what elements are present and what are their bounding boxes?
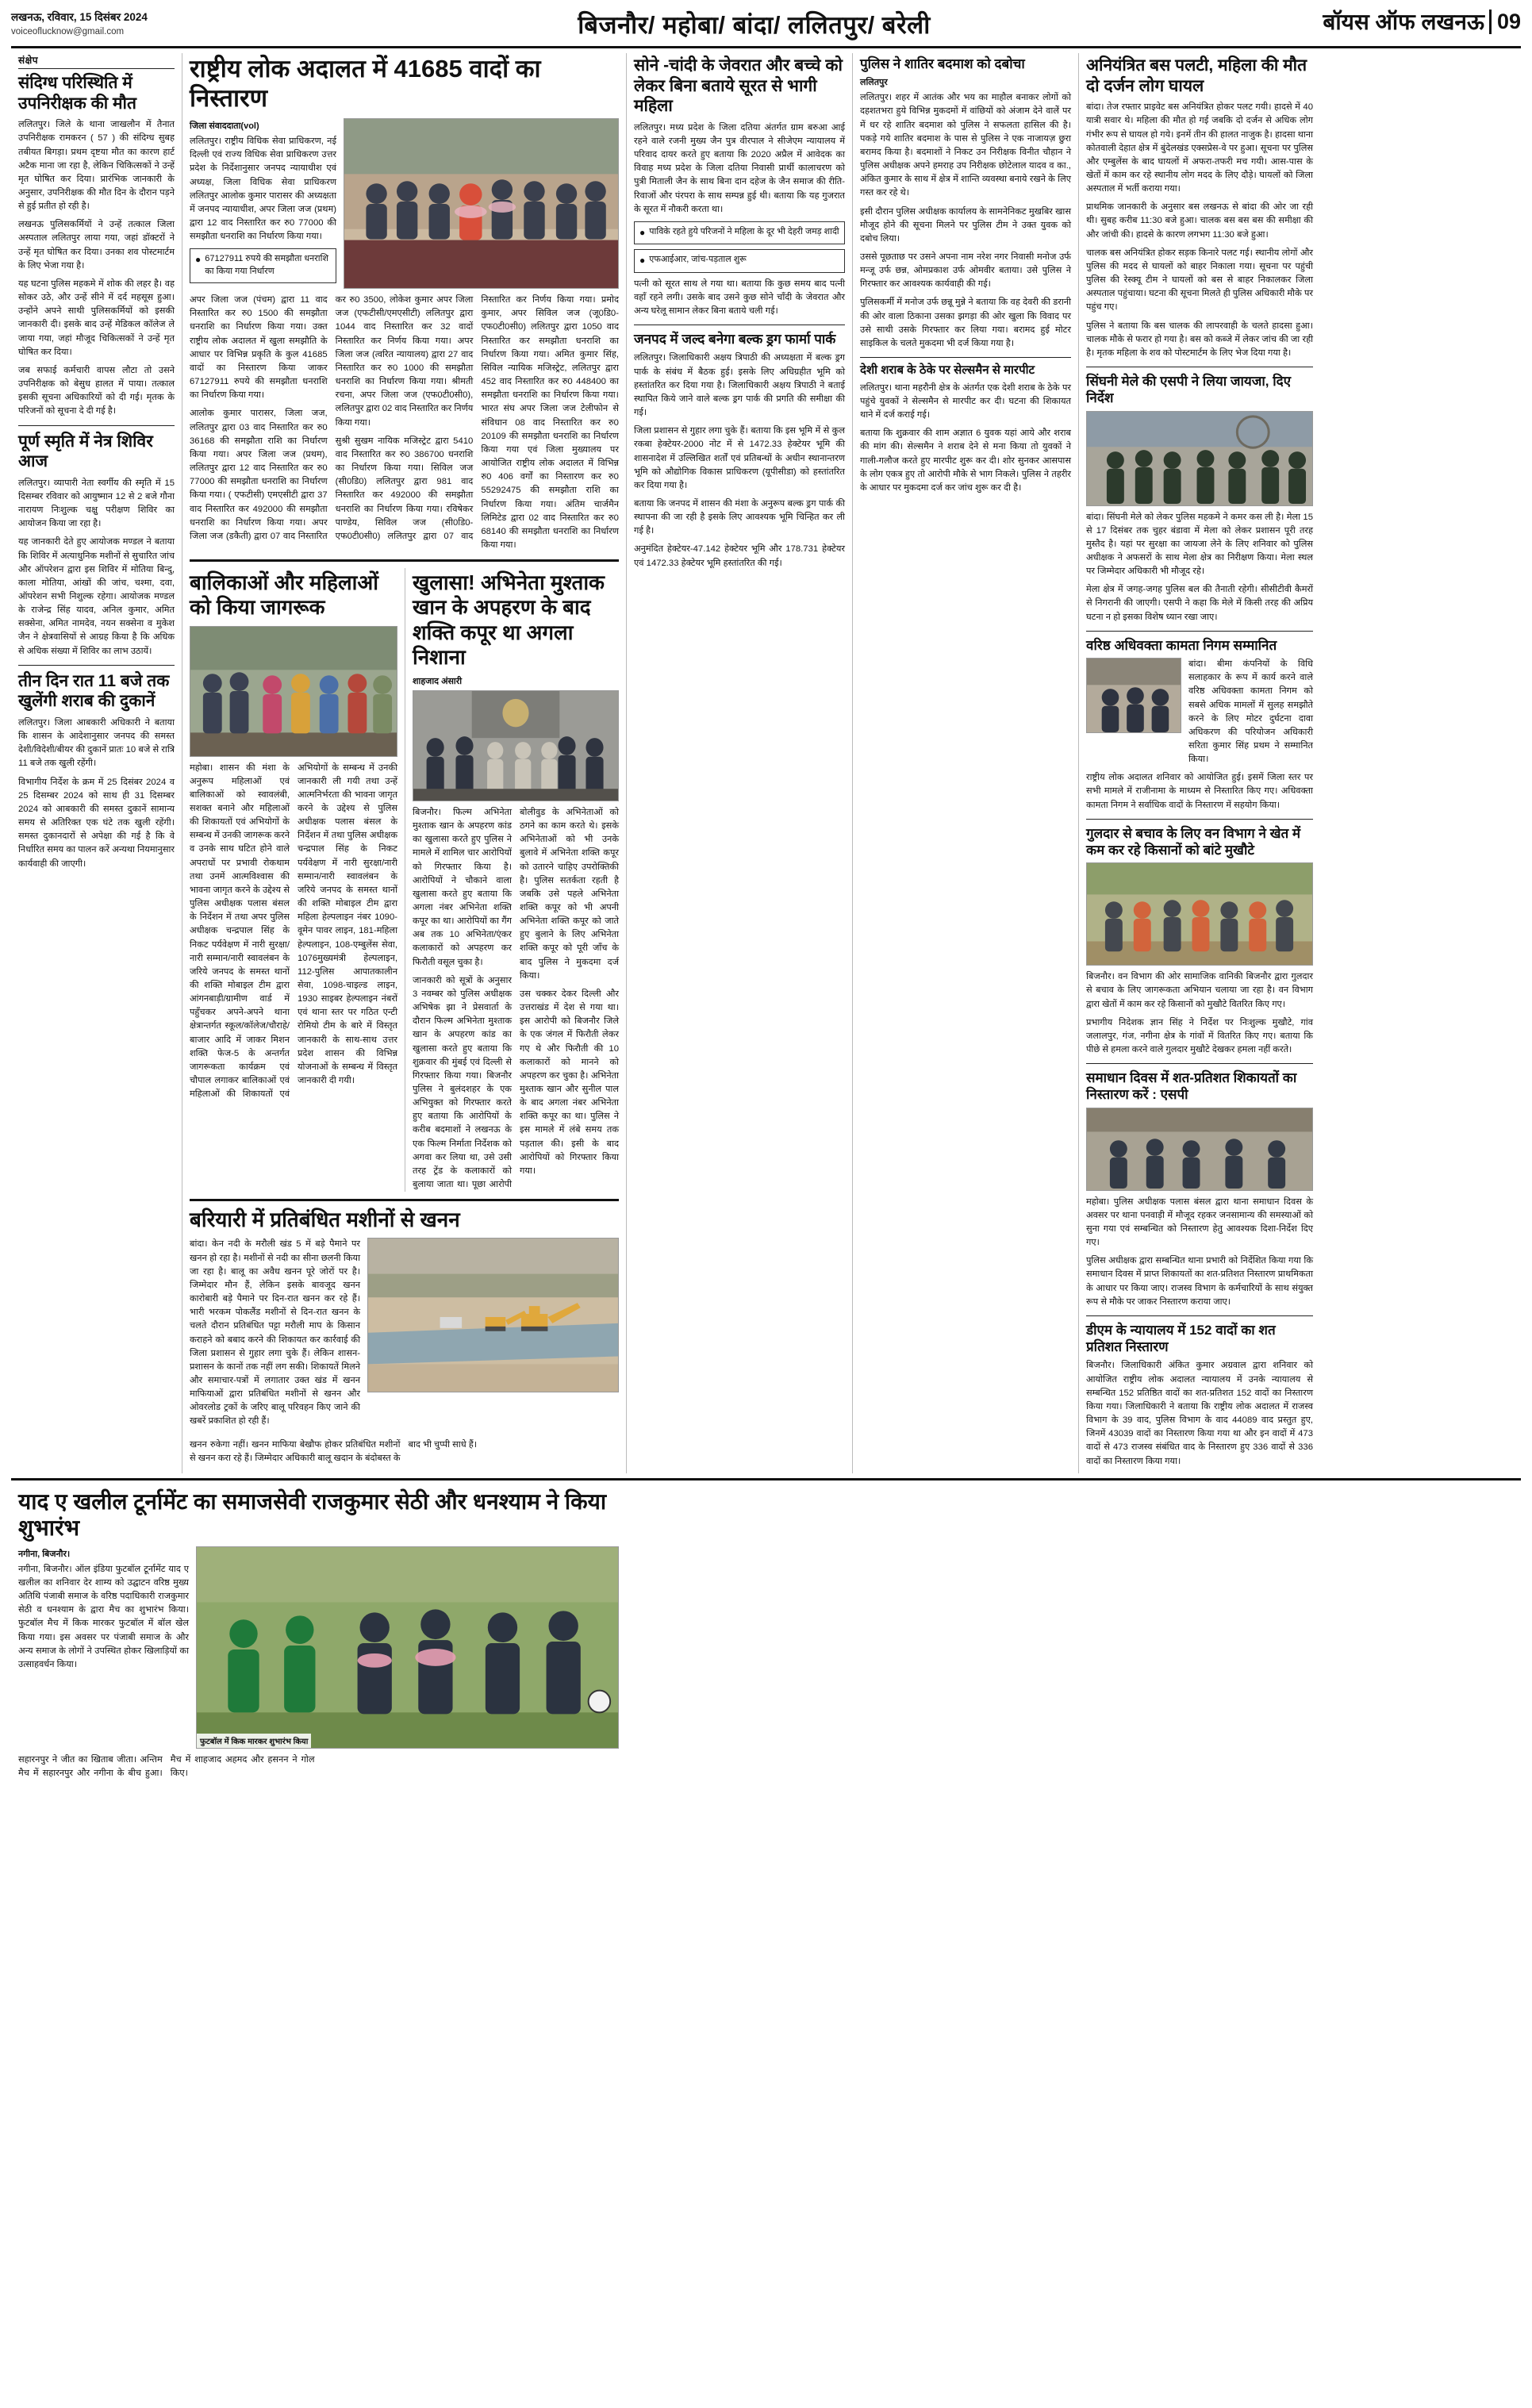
photo-lok-adalat-image [344, 119, 618, 288]
divider [1086, 631, 1313, 632]
masthead-left [11, 6, 249, 38]
inset-box [634, 221, 845, 244]
article-lok-adalat [190, 55, 619, 552]
article-football-tournament [18, 1488, 619, 1780]
divider [190, 559, 619, 562]
inset-text: एफआईआर, जांच-पड़ताल शुरू [649, 255, 747, 265]
section-kicker: संक्षेप [18, 53, 175, 69]
paragraph: अनुमंदित हेक्टेयर-47.142 हेक्टेयर भूमि और 178.731 हेक्टेयर एवं 1472.33 हेक्टेयर भूमि हस्तांतरित की गई। [634, 544, 845, 568]
inset-text: पाविके रहते हुये परिजनों ने महिला के दूर भी देहरी जमड़ शादी [649, 226, 839, 236]
paragraph: ललितपुर। राष्ट्रीय विधिक सेवा प्राधिकरण, नई दिल्ली एवं राज्य विधिक सेवा प्राधिकरण उत्तर प्रदेश के निर्देशानुसार जनपद न्यायाधीश एवं अध्यक्ष, जिला विधिक सेवा प्राधिकरण ललितपुर आलोक कुमार पारासर की अध्यक्षता में जनपद न्यायाधीश, अपर जिला जज (प्रथम) द्वारा 12 वाद निस्तारित कर रु0 77000 की समझौता धनराशि का निर्धारण किया गया। [190, 136, 336, 242]
paragraph: बिजनौर। वन विभाग की ओर सामाजिक वानिकी बिजनौर द्वारा गुलदार से बचाव के लिए जागरूकता अभियान चलाया जा रहा है। वन विभाग द्वारा खेतों में काम कर रहे किसानों को मुखौटे वितरित किए गए। [1086, 972, 1313, 1009]
photo-awareness [190, 626, 397, 757]
photo-mining-site [367, 1238, 619, 1392]
paragraph: बताया कि शुक्रवार की शाम अज्ञात 6 युवक यहां आये और शराब की मांग की। सेल्समैन ने शराब देने से मना किया तो युवकों ने गाली-गलौज करते हुए मारपीट शुरू कर दी। शोर सुनकर आसपास के लोग एकत्र हुए तो आरोपी मौके से भाग निकले। पुलिस ने तहरीर के आधार पर मुकदमा दर्ज कर जांच शुरू कर दी है। [860, 428, 1071, 493]
article-samadhan-diwas [1086, 1070, 1313, 1309]
headline: गुलदार से बचाव के लिए वन विभाग ने खेत में कम कर रहे किसानों को बांटे मुखौटे [1086, 825, 1301, 858]
photo-football [196, 1546, 619, 1749]
paragraph: नगीना, बिजनौर। ऑल इंडिया फुटबॉल टूर्नामेंट याद ए खलील का शनिवार देर शाम्य को उद्घाटन वरिष्ठ मुख्य अतिथि पंजाबी समाज के वरिष्ठ पदाधिकारी राजकुमार सेठी व धनश्याम के द्वारा मैच का शुभारंभ किया। फुटबॉल मैच में किक मारकर फुटबॉल में बॉल खेल किया गया। इस अवसर पर पंजाबी समाज के और अन्य समाज के लोगों ने उपस्थित होकर खिलाड़ियों का उत्साहवर्धन किया। [18, 1564, 189, 1669]
article-eye-camp [18, 432, 175, 659]
bullet-icon: ● [639, 255, 646, 267]
headline: सिंघनी मेले की एसपी ने लिया जायजा, दिए निर्देश [1086, 374, 1292, 406]
photo-fair-image [1087, 412, 1312, 505]
paragraph: जानकारी को सूत्रों के अनुसार 3 नवम्बर को पुलिस अधीक्षक अभिषेक झा ने प्रेसवार्ता के दौरान फिल्म अभिनेता मुश्ताक खान के अपहरण कांड का खुलासा करते हुए बताया कि शुक्रवार की मुंबई एवं दिल्ली से गिरफ्तार किया गया। बिजनौर पुलिस ने बुलंदशहर के एक अभियुक्त को गिरफ्तार करते हुए बताया कि आरोपियों के करीब बदमाशों ने लखनऊ के एक फिल्म निर्माता निर्देशक को अगवा कर लिया था, उसे उसी तरह ट्रेंड के कलाकारों को बुलाया जाता था। पूछा आरोपी बोलीवुड के अभिनेताओं को ठगने का काम करते थे। इसके अभिनेताओं को भी उनके बुलावे में अभिनेता शक्ति कपूर को उतारने चाहिए उपरोक्तिकी है। पुलिस सतर्कता रहती है जबकि उसे पहले अभिनेता शक्ति कपूर को भी अपनी अभिनेता शक्ति कपूर को जाते हुए बुलाने के लिए अभिनेता शक्ति कपूर को पूरी जाँच के बाद पुलिस ने मुकदमा दर्ज किया। [413, 807, 619, 1190]
paragraph: ललितपुर। जिले के थाना जाखलौन में तैनात उपनिरीक्षक रामकरन ( 57 ) की संदिग्ध सुबह तबीयत बिगड़ा। प्रथम दृष्टया मौत का कारण हार्ट अटैक माना जा रहा है, लेकिन चिकित्सकों ने उन्हें मृत घोषित कर दिया। प्रारंभिक जानकारी के अनुसार, उपनिरीक्षक की मौत दिन के दौरान पड़ने से हुई प्रतीत हो रही है। [18, 120, 175, 212]
headline: जनपद में जल्द बनेगा बल्क ड्रग फार्मा पार्क [634, 332, 836, 348]
bottom-column-left [11, 1487, 626, 1780]
paragraph: अपर जिला जज (पंचम) द्वारा 11 वाद निस्तारित कर रु0 1500 की समझौता धनराशि का निर्धारण किया गया। उक्त राष्ट्रीय लोक अदालत में खुला समझौति के आधार पर विभिन्न प्रकृति के कुल 41685 वादों का निस्तारण किया जाकर 67127911 रुपये की समझौता धनराशि का निर्धारण किया गया। [190, 295, 328, 401]
paragraph: ललितपुर। शहर में आतंक और भय का माहौल बनाकर लोगों को दहशतभरा हुये विभिन्न मुकदमों में वांछियों को अंजाम देने वालेें पर में धर रहे शातिर बदमाश को पुलिस ने सफलता हासिल की है। पकड़े गये शातिर बदमाश के पास से पुलिस ने एक नाजायज़ छुरा बरामद किया है। बदमाशों ने निकट उन निरीक्षक विनीत चौहान ने पुलिस अधीक्षक अपने हमराह उप निरीक्षक छोटेलाल यादव व का., अंकित कुमार के साथ में क्षेत्र में शान्ति व्यवस्था बनाये रखने के लिए गस्त कर रहे थे। [860, 93, 1071, 198]
photo-awareness-image [190, 627, 397, 756]
paragraph: बांदा। सिंघनी मेले को लेकर पुलिस महकमे ने कमर कस ली है। मेला 15 से 17 दिसंबर तक चुहर बंडावा में मेला को लेकर प्रशासन पूरी तरह मुस्तैद है। यहां पर सुरक्षा का जायजा लेने के लिए शनिवार को पुलिस अधीक्षक ने अफसरों के साथ मेला क्षेत्र का निरीक्षण किया। मेला स्थल पर जिम्मेदार अधिकारी भी मौजूद रहे। [1086, 512, 1313, 577]
article-girls-awareness [190, 570, 397, 1101]
headline: डीएम के न्यायालय में 152 वादों का शत प्रतिशत निस्तारण [1086, 1322, 1276, 1355]
headline: पूर्ण स्मृति में नेत्र शिविर आज [18, 432, 153, 471]
paragraph: खनन रुकेगा नहीं। खनन माफिया बेखौफ होकर प्रतिबंधित मशीनों से खनन करा रहे हैं। जिम्मेदार अधिकारी बालू खदान के बंदोबस्त के बाद भी चुप्पी साधे हैं। [190, 1439, 478, 1463]
photo-advocate-image [1087, 659, 1181, 732]
article-seoni-fair [1086, 373, 1313, 624]
divider [1086, 1063, 1313, 1064]
byline: नगीना, बिजनौर। [18, 1549, 71, 1559]
article-si-death [18, 73, 175, 419]
photo-press-conference-image [413, 691, 618, 801]
lead-headline: राष्ट्रीय लोक अदालत में 41685 वादों का निस्तारण [190, 55, 541, 112]
headline: बालिकाओं और महिलाओं को किया जागरूक [190, 570, 378, 620]
paragraph: बिजनौर। जिलाधिकारी अंकित कुमार अग्रवाल द्वारा शनिवार को आयोजित राष्ट्रीय लोक अदालत न्यायालय में उनके न्यायालय से सम्बन्धित 152 प्रतिष्ठित वादों का शत-प्रतिशत 152 वादों का निस्तारण किया गया। जिलाधिकारी ने बताया कि राष्ट्रीय लोक अदालत में राजस्व विभाग के 39 वाद, पुलिस विभाग के वाद 44089 वाद प्रस्तुत हुए, जिनमें 43039 वादों का निस्तारण किया गया था और इन वादों में 473 वादों से 473 राजस्व संबंधित वाद के निस्तारण हुए 336 वादों से 336 वादों का निस्तारण किया गया। [1086, 1361, 1313, 1466]
column-5 [1078, 53, 1320, 1473]
paragraph: ललितपुर। मध्य प्रदेश के जिला दतिया अंतर्गत ग्राम बरुआ आई रहने वाले रजनी मुख्य जैन पुत्र वीरपाल ने सीजेएम न्यायालय में परिवाद दायर करते हुए बताया कि 2020 अप्रैल में आवेदक का विवाह मध्य प्रदेश के जिला दतिया निवासी प्रार्थी कालाचरण को पुत्री मिताली जैन के साथ बिना दान दहेज के जैन समाज की रीति-रिवाजों और पंरपरा के साथ सम्पन्न हुई थी। बताया कि यह गुजरात के सूरत में नौकरी करता था। [634, 122, 845, 214]
dateline: ललितपुर [860, 78, 888, 88]
paragraph: ललितपुर। जिला आबकारी अधिकारी ने बताया कि शासन के आदेशानुसार जनपद की समस्त देशी/विदेशी/बीयर की दुकानें प्रातः 10 बजे से रात्रि 11 बजे तक खुली रहेंगी। [18, 717, 175, 769]
paragraph: लखनऊ पुलिसकर्मियों ने उन्हें तत्काल जिला अस्पताल ललितपुर लाया गया, जहां डॉक्टरों ने उन्हें मृत घोषित कर दिया। उनका शव पोस्टमार्टम के लिए भेजा गया है। [18, 220, 175, 271]
paragraph: पुलिस अधीक्षक द्वारा सम्बन्धित थाना प्रभारी को निर्देशित किया गया कि समाधान दिवस में प्राप्त शिकायतों का शत-प्रतिशत निस्तारण प्राथमिकता के आधार पर किया जाए। राजस्व विभाग के कर्मचारियों के साथ संयुक्त रूप से मौके पर जाकर निस्तारण कराया जाए। [1086, 1256, 1313, 1307]
paragraph: पुलिसकर्मी में मनोज उर्फ छन्नू मुन्ने ने बताया कि वह देवरी की डरानी की ओर वाला ठिकाना उसका झगड़ा की ओर खुला कि विवाद पर उसे साथी उसके गिरफ्तार कर लिया गया। बरामद हुई मोटर साइकिल के चलते मुकदमा भी दर्ज किया गया है। [860, 298, 1071, 348]
bullet-icon: ● [195, 254, 202, 266]
photo-fair-inspection [1086, 411, 1313, 506]
paragraph: ललितपुर। थाना महरौनी क्षेत्र के अंतर्गत एक देशी शराब के ठेके पर पहुंचे युवकों ने सेल्समैन से मारपीट कर दी। घटना की शिकायत थाने में दर्ज कराई गई। [860, 382, 1071, 421]
masthead-right [1259, 6, 1521, 36]
masthead [11, 6, 1521, 48]
newspaper-brand: बॉयस ऑफ लखनऊ [1323, 10, 1484, 34]
photo-mining-image [368, 1239, 618, 1392]
paragraph: जिला प्रशासन से गुहार लगा चुके हैं। बताया कि इस भूमि में से कुल रकबा हेक्टेयर-2000 नोट में से 1472.33 हेक्टेयर भूमि की शासनादेश में उल्लिखित शर्तों एवं प्रतिबन्धों के अधीन स्थानान्तरण भूमि को औद्योगिक विकास प्राधिकरण (यूपीसीडा) को हस्तांतरित कर दिया गया है। [634, 426, 845, 490]
paragraph: यह घटना पुलिस महकमे में शोक की लहर है। वह सोकर उठे, और उन्हें सीने में दर्द महसूस हुआ। उन्होंने अपने साथी पुलिसकर्मियों को इसकी जानकारी दी। इसके बाद उन्हें मेडिकल कॉलेज ले जाया गया, जहां मौजूद चिकित्सकों ने उन्हें मृत घोषित कर दिया। [18, 278, 175, 357]
paragraph: राष्ट्रीय लोक अदालत शनिवार को आयोजित हुई। इसमें जिला स्तर पर सभी मामले में राजीनामा के माध्यम से निस्तारित किए गए। अधिवक्ता कामता निगम ने सर्वाधिक वादों के निस्तारण में सहयोग किया। [1086, 773, 1313, 810]
headline: खुलासा! अभिनेता मुश्ताक खान के अपहरण के बाद शक्ति कपूर था अगला निशाना [413, 570, 605, 669]
paragraph: सहारनपुर ने जीत का खिताब जीता। अन्तिम मैच में सहारनपुर और नगीना के बीच हुआ। मैच में शाहजाद अहमद और हसनन ने गोल किए। [18, 1754, 315, 1778]
edition-cities: बिजनौर/ महोबा/ बांदा/ ललितपुर/ बरेली [578, 11, 931, 39]
page-number: 09 [1489, 10, 1521, 34]
article-liquor-shops [18, 671, 175, 871]
byline: जिला संवाददाता(vol) [190, 121, 259, 132]
paragraph: पत्नी को सूरत साथ ले गया था। बताया कि कुछ समय बाद पत्नी वहाँ रहने लगी। उसके बाद उसने कुछ सोने चाँदी के जेवरात और अन्य घरेलू सामान लेकर बिना बताये चली गई। [634, 278, 845, 317]
inset-text: 67127911 रुपये की समझौता धनराशि का किया गया निर्धारण [205, 254, 328, 277]
paragraph: ललितपुर। व्यापारी नेता स्वर्गीय की स्मृति में 15 दिसम्बर रविवार को आयुष्मान 12 से 2 बजे गौना नारायण निःशुल्क चक्षु परीक्षण शिविर का आयोजन किया जा रहा है। [18, 478, 175, 529]
divider [11, 1478, 1521, 1481]
article-gold-runaway [634, 56, 845, 318]
headline: समाधान दिवस में शत-प्रतिशत शिकायतों का निस्तारण करें : एसपी [1086, 1070, 1297, 1103]
headline: बरियारी में प्रतिबंधित मशीनों से खनन [190, 1208, 460, 1232]
headline: संदिग्ध परिस्थिति में उपनिरीक्षक की मौत [18, 74, 136, 113]
photo-samadhan [1086, 1108, 1313, 1191]
inset-box [190, 248, 336, 283]
article-illegal-mining [190, 1208, 619, 1465]
paragraph: जब सफाई कर्मचारी वापस लौटा तो उसने उपनिरीक्षक को बेसुध हालत में पाया। तत्काल इसकी सूचना अधिकारियों को दी गई। मृतक के परिजनों को सूचना दे दी गई है। [18, 365, 175, 417]
article-advocate-honored [1086, 637, 1313, 812]
masthead-center [249, 6, 1259, 41]
column-4 [852, 53, 1078, 1473]
article-dm-court [1086, 1322, 1313, 1469]
inset-box [634, 249, 845, 272]
paragraph: आलोक कुमार पारासर, जिला जज, ललितपुर द्वारा 03 वाद निस्तारित कर रु0 36168 की समझौता राशि का निर्धारण किया गया। अपर जिला जज (प्रथम), ललितपुर द्वारा 12 वाद निस्तारित कर रु0 77000 की समझौता धनराशि का निर्धारण किया गया। ( एफटीसी) एमएसीटी द्वारा 37 वाद निस्तारित कर 492000 की समझौता धनराशि का निर्धारण किया गया। अपर जिला जज (डकैती) द्वारा 07 वाद निस्तारित कर रु0 3500, लोकेश कुमार अपर जिला जज (एफटीसी/एमएसीटी) ललितपुर द्वारा 1044 वाद निस्तारित कर 32 वादों निस्तारित कर निर्णय किया गया। अपर जिला जज (त्वरित न्यायालय) द्वारा 27 वाद निस्तारित कर रु0 1000 की समझौता धनराशि का निर्धारण किया गया। श्रीमती रचना, अपर जिला जज (एफ0टी0सी0), ललितपुर द्वारा 02 वाद निस्तारित कर निर्णय किया गया। [190, 295, 474, 541]
headline: वरिष्ठ अधिवक्ता कामता निगम सम्मानित [1086, 637, 1277, 653]
photo-samadhan-image [1087, 1108, 1312, 1190]
divider [860, 357, 1071, 358]
paragraph: प्रभागीय निदेशक ज्ञान सिंह ने निर्देश पर निःशुल्क मुखौटे, गांव जलालपुर, गंज, नगीना क्षेत्र के गांवों में वितरित किए गए। बताया कि पीछे से हमला करने वाले गुलदार मुखौटे देखकर हमला नहीं करते। [1086, 1017, 1313, 1055]
photo-football-image [197, 1547, 618, 1748]
divider [1086, 1315, 1313, 1316]
photo-caption: फुटबॉल में किक मारकर शुभारंभ किया [197, 1734, 311, 1748]
article-bulk-drug-park [634, 331, 845, 570]
paragraph: बांदा। बीमा कंपनियों के विधि सलाहकार के रूप में कार्य करने वाले वरिष्ठ अधिवक्ता कामता निगम को सबसे अधिक मामलों में सुलह समझौते करने के लिए मोटर दुर्घटना दावा अधिकरण की परियोजन अधिकारी सरिता कुमार सिंह प्रथम ने सम्मानित किया। [1188, 659, 1313, 765]
paragraph: महोबा। शासन की मंशा के अनुरूप महिलाओं एवं बालिकाओं को स्वावलंबी, सशक्त बनाने और महिलाओं की शिकायतों एवं अभियोगों के सम्बन्ध में उनकी जागरूक करने व उनके साथ घटित होने वाले अपराधों पर प्रभावी रोकथाम तथा उनमें आत्मविश्वास की भावना जागृत करने के उद्देश्य से पुलिस अधीक्षक पलास बंसल के निर्देशन में तथा अपर पुलिस अधीक्षक चन्द्रपाल सिंह के निकट पर्यवेक्षण में नारी सुरक्षा/नारी सम्मान/नारी स्वावलंबन के जरिये जनपद के समस्त थानों की शक्ति मोबाइल टीम द्वारा आंगनबाड़ी/ग्रामीण वार्ड में पहुँचकर अपने-अपने थाना क्षेत्रान्तर्गत स्कूल/कॉलेज/चौराहे/बाजार आदि में जाकर मिशन शक्ति फेज-5 के अन्तर्गत जागरूकता कार्यक्रम एवं चौपाल लगाकर बालिकाओं एवं महिलाओं की शिकायतों एवं अभियोगों के सम्बन्ध में उनकी जानकारी ली गयी तथा उन्हें आत्मनिर्भरता की भावना जागृत करने के उद्देश्य से पुलिस अधीक्षक पलास बंसल के निर्देशन में तथा पुलिस अधीक्षक चन्द्रपाल सिंह के निकट पर्यवेक्षण में नारी सुरक्षा/नारी सम्मान/नारी स्वावलंबन के जरिये जनपद के समस्त थानों की शक्ति मोबाइल टीम द्वारा महिला हेल्पलाइन नंबर 1090-वूमेन पावर लाइन, 181-महिला हेल्पलाइन, 108-एम्बुलेंस सेवा, 1076मुख्यमंत्री हेल्पलाइन, 112-पुलिस आपातकालीन सेवा, 1098-चाइल्ड लाइन, 1930 साइबर हेल्पलाइन नंबरों एवं थाना स्तर पर गठित एन्टी रोमियो टीम के बारे में विस्तृत जानकारी के साथ-साथ उत्तर प्रदेश शासन की विभिन्न योजनाओं के सम्बन्ध में विस्तृत जानकारी दी गयी। [190, 762, 397, 1100]
paragraph: विभागीय निर्देश के क्रम में 25 दिसंबर 2024 व 25 दिसम्बर 2024 को साथ ही 31 दिसम्बर 2024 को आबकारी की समस्त दुकानें सामान्य समय से अतिरिक्त एक घंटे तक खुली रहेंगी। समस्त दुकानदारों से अपेक्षा की गई है कि वे निर्धारित समय का पालन करें अन्यथा नियमानुसार कार्यवाही की जाएगी। [18, 777, 175, 869]
column-1 [11, 53, 182, 1473]
paragraph: ललितपुर। जिलाधिकारी अक्षय त्रिपाठी की अध्यक्षता में बल्क ड्रग पार्क के संबंध में बैठक हुई। इसके लिए अधिग्रहीत भूमि को हस्तांतरित कर दिया गया है। जिलाधिकारी अक्षय त्रिपाठी ने बताई स्थापित किये जाने वाले बल्क ड्रग पार्क की प्रगति की समीक्षा की गई। [634, 353, 845, 418]
paragraph: मेला क्षेत्र में जगह-जगह पुलिस बल की तैनाती रहेगी। सीसीटीवी कैमरों से निगरानी की जाएगी। एसपी ने कहा कि मेले में किसी तरह की अप्रिय घटना न हो इसका विशेष ध्यान रखा जाए। [1086, 585, 1313, 622]
article-mushtaq-kidnap [413, 570, 619, 1192]
paragraph: उस चक्कर देकर दिल्ली और उत्तराखंड में देश से गया था। इस आरोपी को बिजनौर जिले के एक जंगल में फिरौती लेकर गए थे और फिरौती की 10 कलाकारों को मानने को अपहरण कर चुका है। अभिनेता मुश्ताक खान और सुनील पाल के बाद अगला नंबर अभिनेता शक्ति कपूर का था। पुलिस ने इस मामले में लंबे समय तक पड़ताल की। इसी के बाद आरोपियों को गिरफ्तार किया गया। [520, 989, 619, 1176]
paragraph: बताया कि जनपद में शासन की मंशा के अनुरूप बल्क ड्रग पार्क की स्थापना की जा रही है इसके लिए आवश्यक भूमि चिन्हित कर ली गई है। [634, 498, 845, 536]
paragraph: प्राथमिक जानकारी के अनुसार बस लखनऊ से बांदा की ओर जा रही थी। सुबह करीब 11:30 बजे हुआ। चालक बस बस बस की समीक्षा की और जांची की। हादसे के कारण लगभग 11:30 बजे हुआ। [1086, 202, 1313, 240]
paragraph: उससे पूछताछ पर उसने अपना नाम नरेश नगर निवासी मनोज उर्फ मन्जू उर्फ छन्न, ओमप्रकाश उर्फ ओमवीर बताया। उसे पुलिस ने गिरफ्तार कर आवश्यक कार्यवाही की गई। [860, 252, 1071, 290]
photo-farmers-image [1087, 863, 1312, 965]
byline: शाहजाद अंसारी [413, 676, 463, 686]
divider [18, 425, 175, 426]
column-3 [626, 53, 852, 1473]
bullet-icon: ● [639, 226, 646, 238]
headline: सोने -चांदी के जेवरात और बच्चे को लेकर बिना बताये सूरत से भागी महिला [634, 56, 843, 116]
article-criminal-caught [860, 56, 1071, 351]
bottom-columns [11, 1487, 1521, 1780]
photo-farmers-masks [1086, 862, 1313, 966]
paragraph: महोबा। पुलिस अधीक्षक पलास बंसल द्वारा थाना समाधान दिवस के अवसर पर थाना पनवाड़ी में मौजूद रहकर जनसामान्य की समस्याओं को सुना गया एवं सम्बन्धित को निस्तारण हेतु आवश्यक दिशा-निर्देश दिए गए। [1086, 1196, 1313, 1248]
paragraph: बांदा। केन नदी के मरौली खंड 5 में बड़े पैमाने पर खनन हो रहा है। मशीनों से नदी का सीना छलनी किया जा रहा है। बालू का अवैध खनन पूरे जोरों पर है। जिम्मेदार मौन हैं, लेकिन इसके बावजूद खनन कारोबारी बड़े पैमाने पर दिन-रात खनन कर रहे हैं। भारी भरकम पोकलैंड मशीनों से दिन-रात खनन के चलते दौरान प्रतिबंधित पट्टा मरौली माप के किसान कराहने को बबाद करने की शिकायत कर कार्रवाई की जिला प्रशासन से गुहार लगा चुके हैं। लेकिन शासन-प्रशासन के कानों तक नहीं लग सकी। शिकायतें मिलने और समाचार-पत्रों में लगातार उक्त खंड में खनन माफियाओं द्वारा प्रतिबंधित मशीनों से खनन और ओवरलोड ट्रकों के जरिए बालू परिवहन किए जाने की खबरें प्रकाशित हो रही हैं। [190, 1239, 360, 1427]
divider [1086, 819, 1313, 820]
publication-date: लखनऊ, रविवार, 15 दिसंबर 2024 [11, 11, 148, 23]
paragraph: यह जानकारी देते हुए आयोजक मण्डल ने बताया कि शिविर में अत्याधुनिक मशीनों से सुचारित जांच और ऑपरेशन द्वारा इस शिविर में मोतिया बिन्दु, काला मोतिया, आंखों की जांच, चश्मा, दवा, ऑपरेशन सभी निशुल्क रहेगा। आयोजक मण्डल के राजेन्द्र सिंह यादव, अनिल कुमार, अमित सक्सेना, अमित नामदेव, नयन सक्सेना व मुकेश जैन ने क्षेत्रवासियों से आग्रह किया है कि अधिक से अधिक संख्या में शिविर का लाभ उठायें। [18, 537, 175, 656]
headline: याद ए खलील टूर्नामेंट का समाजसेवी राजकुमार सेठी और धनश्याम ने किया शुभारंभ [18, 1488, 607, 1540]
headline: पुलिस ने शातिर बदमाश को दबोचा [860, 56, 1025, 71]
headline: अनियंत्रित बस पलटी, महिला की मौत दो दर्जन लोग घायल [1086, 56, 1307, 95]
contact-email: voiceoflucknow@gmail.com [11, 26, 125, 36]
divider [18, 665, 175, 666]
photo-lok-adalat [344, 118, 619, 289]
photo-press-conference [413, 690, 619, 801]
paragraph: पुलिस ने बताया कि बस चालक की लापरवाही के चलते हादसा हुआ। चालक मौके से फरार हो गया है। बस को कब्जे में लेकर जांच की जा रही है। मृतक महिला के शव को पोस्टमार्टम के लिए भेज दिया गया है। [1086, 321, 1313, 358]
divider [190, 1199, 619, 1201]
paragraph: इसी दौरान पुलिस अधीक्षक कार्यालय के सामनेनिकट मुखबिर खास मौजूद होने की सूचना मिलने पर पुलिस टीम ने उक्त युवक को दबोच लिया। [860, 206, 1071, 244]
headline: तीन दिन रात 11 बजे तक खुलेंगी शराब की दुकानें [18, 671, 170, 711]
column-2 [182, 53, 626, 1473]
paragraph: चालक बस अनियंत्रित होकर सड़क किनारे पलट गई। स्थानीय लोगों और पुलिस की मदद से घायलों को बाहर निकाला गया। सूचना पर पहुंची पुलिस की रेस्क्यू टीम ने घायलों को बस से बाहर निकालकर जिला अस्पताल पहुंचाया। घटना की सूचना मिलते ही पुलिस अधिकारी मौके पर पहुंच गए। [1086, 248, 1313, 313]
photo-advocate [1086, 658, 1181, 733]
article-liquor-salesman [860, 363, 1071, 495]
page-columns [11, 53, 1521, 1473]
paragraph: सुश्री सुखम नायिक मजिस्ट्रेट द्वारा 5410 वाद निस्तारित कर रु0 386700 धनराशि का निर्धारण किया गया। सिविल जज (सी0डि0) ललितपुर द्वारा 981 वाद निस्तारित कर 492000 की समझौता धनराशि का निर्धारण किया गया। रविषेकर पाण्डेय, सिविल जज (सी0डि0-एफ0टी0सी0) ललितपुर द्वारा 07 वाद निस्तारित कर निर्णय किया गया। प्रमोद कुमार, अपर सिविल जज (जू0डि0-एफ0टी0सी0) ललितपुर द्वारा 1050 वाद निस्तारित कर समझौता धनराशि का निर्धारण किया गया। अमित कुमार सिंह, सिविल न्यायिक मजिस्ट्रेट, ललितपुर द्वारा 452 वाद निस्तारित कर रु0 448400 का समझौता धनराशि का निर्धारण किया गया। भारत संघ अपर जिला जज टेलीफोन से संविधान 08 वाद निस्तारित कर रु0 20109 की समझौता धनराशि का निर्धारण किया गया एवं जिला मुख्यालय पर आयोजित राष्ट्रीय लोक अदालत में विभिन्न रु0 406 वर्गों का निस्तारण कर रु0 55292475 की समझौता राशि का निर्धारण किया गया। अंतिम चार्जमैन लिमिटेड द्वारा 02 वाद निस्तारित कर रु0 68140 की समझौता धनराशि का निर्धारण किया गया। [335, 295, 619, 550]
paragraph: बांदा। तेज रफ्तार प्राइवेट बस अनियंत्रित होकर पलट गयी। हादसे में 40 यात्री सवार थे। महिला की मौत हो गई जबकि दो दर्जन से अधिक लोग गंभीर रूप से घायल हो गये। इनमें तीन की हालत नाजुक है। हादसा थाना कोतवाली देहात क्षेत्र में बुंदेलखंड एक्सप्रेस-वे पर हुआ। सूचना पर पुलिस और एम्बुलेंस के बाद घायलों में अफरा-तफरी मच गयी। आस-पास के खेतों में काम कर रहे स्थानीय लोग मदद के लिए दौड़े। घायलों को जिला अस्पताल में भर्ती कराया गया। [1086, 102, 1313, 194]
headline: देशी शराब के ठेके पर सेल्समैन से मारपीट [860, 363, 1035, 378]
article-bus-accident [1086, 56, 1313, 360]
article-leopard-masks [1086, 825, 1313, 1057]
paragraph: बिजनौर। फिल्म अभिनेता मुश्ताक खान के अपहरण कांड का खुलासा करते हुए पुलिस ने मामले में शामिल चार आरोपियों को गिरफ्तार किया है। आरोपियों ने चौकाने वाला खुलासा करते हुए बताया कि अगला नंबर अभिनेता शक्ति कपूर का था। आरोपियों का गैंग अब तक 10 अभिनेता/एंकर कलाकारों को अपहरण कर फिरौती वसूल चुका है। [413, 807, 512, 967]
